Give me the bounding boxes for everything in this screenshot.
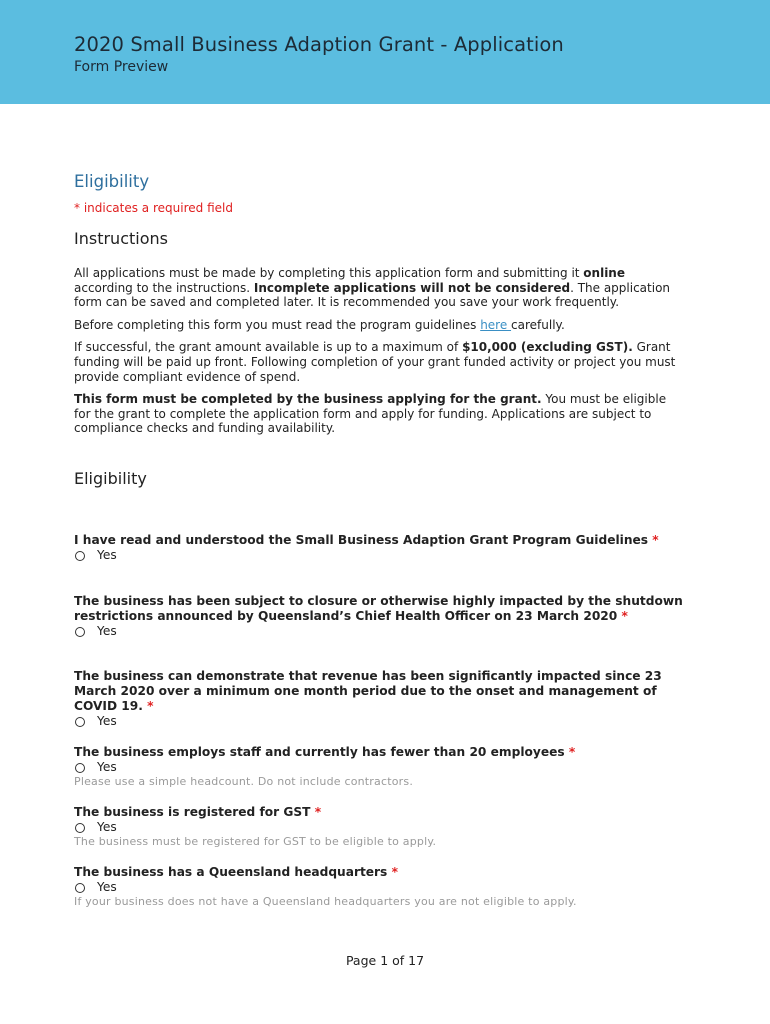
- instructions-paragraph-3: [74, 340, 684, 384]
- instructions-paragraph-4: [74, 392, 684, 436]
- required-field-note: [74, 201, 684, 215]
- eligibility-heading: Eligibility: [74, 468, 147, 488]
- text-run: Grant funding will be paid up front. Following completion of your grant funded activity or project you must provide compliant evidence of spend.: [74, 340, 676, 384]
- question-hint: The business must be registered for GST to be eligible to apply.: [74, 835, 437, 848]
- question-text: The business is registered for GST: [74, 805, 315, 819]
- question-guidelines-read: [74, 533, 659, 563]
- guidelines-link[interactable]: here: [480, 317, 512, 332]
- option-label: Yes: [97, 714, 117, 728]
- required-asterisk: *: [652, 533, 659, 547]
- option-label: Yes: [97, 880, 117, 894]
- question-text: The business employs staff and currently has fewer than 20 employees: [74, 745, 569, 759]
- section-heading: Eligibility: [74, 172, 150, 191]
- question-closure-impacted: [74, 594, 684, 639]
- required-note-text: indicates a required field: [80, 201, 233, 215]
- question-label: [74, 533, 659, 548]
- required-asterisk: *: [391, 865, 398, 879]
- question-employee-count: [74, 745, 575, 789]
- instructions-paragraph-1: [74, 266, 684, 310]
- option-label: Yes: [97, 820, 117, 834]
- question-label: [74, 594, 684, 624]
- radio-button[interactable]: [75, 717, 85, 727]
- question-hint: If your business does not have a Queensland headquarters you are not eligible to apply.: [74, 895, 577, 908]
- radio-button[interactable]: [75, 551, 85, 561]
- question-label: [74, 865, 577, 880]
- question-text: The business can demonstrate that revenue has been significantly impacted since 23 March 2020 over a minimum one month period due to the onset and management of COVID 19.: [74, 669, 662, 713]
- question-queensland-hq: [74, 865, 577, 909]
- text-run-bold: $10,000 (excluding GST).: [462, 340, 633, 355]
- radio-button[interactable]: [75, 627, 85, 637]
- yes-option[interactable]: [74, 714, 684, 729]
- page-number: Page 1 of 17: [345, 953, 425, 968]
- yes-option[interactable]: [74, 820, 436, 835]
- question-gst-registered: [74, 805, 436, 849]
- question-text: I have read and understood the Small Business Adaption Grant Program Guidelines: [74, 533, 653, 547]
- text-run: according to the instructions.: [74, 280, 254, 295]
- text-run-bold: online: [583, 266, 625, 280]
- radio-button[interactable]: [75, 763, 85, 773]
- radio-button[interactable]: [75, 823, 85, 833]
- text-run: All applications must be made by completing this application form and submitting it: [74, 266, 584, 280]
- yes-option[interactable]: [74, 548, 659, 563]
- required-asterisk: *: [74, 201, 80, 215]
- question-revenue-impacted: [74, 669, 684, 729]
- required-asterisk: *: [621, 609, 628, 623]
- text-run-bold: This form must be completed by the business applying for the grant.: [74, 392, 542, 407]
- text-run-bold: Incomplete applications will not be considered: [253, 280, 571, 295]
- text-run: If successful, the grant amount available is up to a maximum of: [74, 340, 463, 355]
- page-header: [0, 0, 770, 104]
- question-label: [74, 805, 436, 820]
- required-asterisk: *: [147, 699, 154, 713]
- text-run: Before completing this form you must read the program guidelines: [74, 317, 481, 332]
- question-hint: Please use a simple headcount. Do not include contractors.: [74, 775, 414, 788]
- form-title: 2020 Small Business Adaption Grant - Application: [74, 33, 564, 56]
- form-subtitle: Form Preview: [74, 59, 169, 75]
- option-label: Yes: [97, 624, 117, 638]
- question-label: [74, 745, 575, 760]
- question-text: The business has been subject to closure or otherwise highly impacted by the shutdown restrictions announced by Queensland’s Chief Health Officer on 23 March 2020: [74, 594, 683, 623]
- instructions-paragraph-2: [74, 318, 684, 333]
- instructions-heading: Instructions: [74, 229, 168, 248]
- yes-option[interactable]: [74, 760, 575, 775]
- form-content: [74, 172, 684, 908]
- option-label: Yes: [97, 760, 117, 774]
- option-label: Yes: [97, 548, 117, 562]
- yes-option[interactable]: [74, 624, 684, 639]
- text-run: You must be eligible for the grant to complete the application form and apply for funding. Applications are subject to compliance checks and funding availability.: [74, 392, 667, 436]
- text-run: . The application form can be saved and completed later. It is recommended you save your work frequently.: [74, 280, 671, 310]
- radio-button[interactable]: [75, 883, 85, 893]
- required-asterisk: *: [568, 745, 576, 759]
- question-text: The business has a Queensland headquarters: [74, 865, 392, 879]
- yes-option[interactable]: [74, 880, 577, 895]
- required-asterisk: *: [314, 805, 322, 819]
- text-run: carefully.: [511, 317, 565, 332]
- question-label: [74, 669, 684, 714]
